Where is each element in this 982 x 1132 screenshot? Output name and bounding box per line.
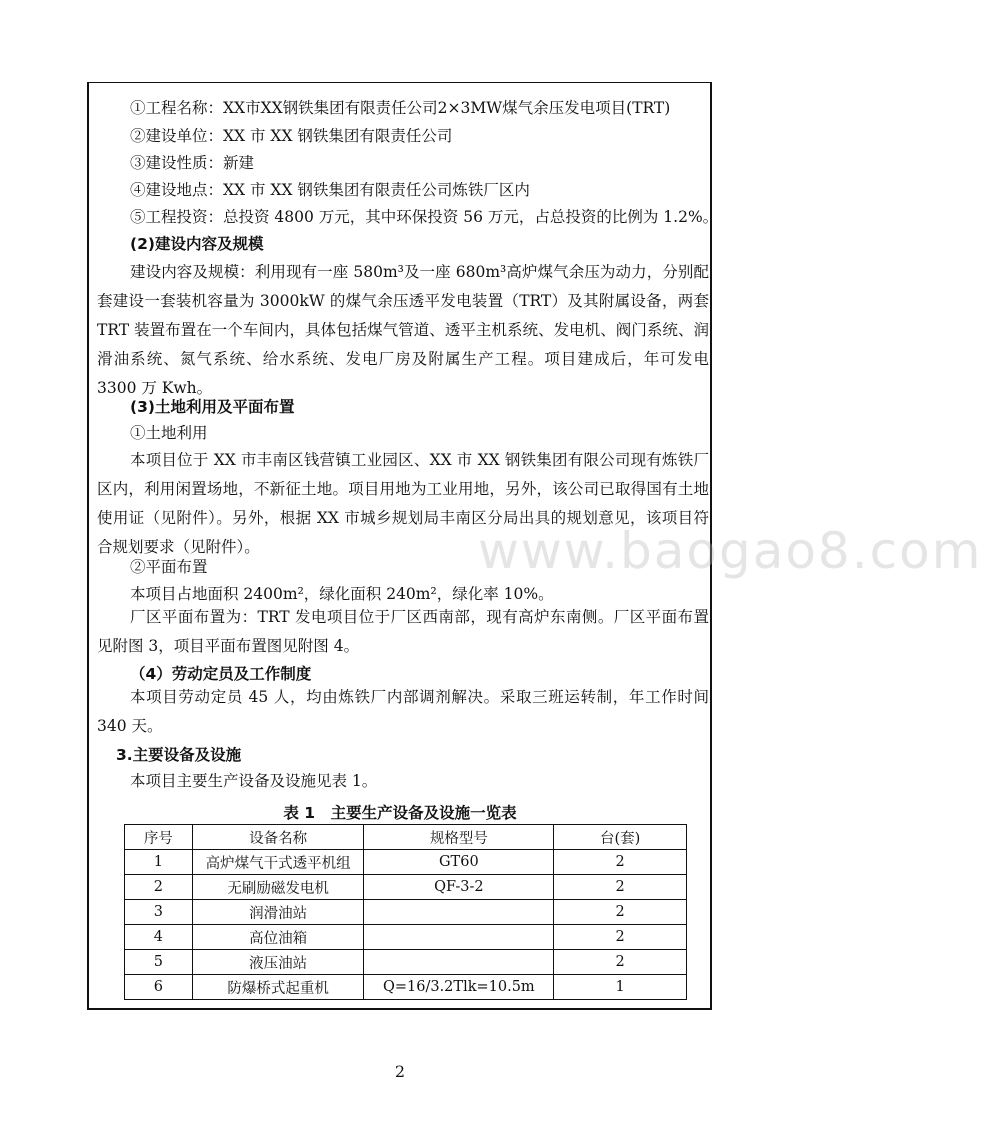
- cell-spec-model: [364, 900, 554, 925]
- cell-equipment-name: 液压油站: [192, 950, 364, 975]
- land-subheading: ①土地利用: [130, 424, 208, 442]
- equipment-table: [124, 824, 687, 1000]
- layout-area-line: 本项目占地面积 2400m²，绿化面积 240m²，绿化率 10%。: [130, 585, 554, 603]
- table-row: [125, 925, 687, 950]
- project-investment-line: ⑤工程投资：总投资 4800 万元，其中环保投资 56 万元，占总投资的比例为 1.2%。: [130, 208, 719, 226]
- page-number: 2: [394, 1062, 406, 1081]
- project-unit-line: ②建设单位：XX 市 XX 钢铁集团有限责任公司: [130, 127, 453, 145]
- cell-equipment-name: 高位油箱: [192, 925, 364, 950]
- land-heading: (3)土地利用及平面布置: [130, 398, 295, 416]
- table-row: [125, 975, 687, 1000]
- cell-equipment-name: 高炉煤气干式透平机组: [192, 850, 364, 875]
- watermark: www.baogao8.com: [478, 522, 982, 580]
- cell-quantity: 2: [554, 950, 687, 975]
- cell-spec-model: QF-3-2: [364, 875, 554, 900]
- cell-index: 6: [125, 975, 193, 1000]
- header-index: 序号: [125, 825, 193, 850]
- cell-index: 1: [125, 850, 193, 875]
- table-header-row: [125, 825, 687, 850]
- layout-subheading: ②平面布置: [130, 558, 208, 576]
- cell-index: 4: [125, 925, 193, 950]
- table-caption: 表 1 主要生产设备及设施一览表: [283, 804, 517, 822]
- cell-quantity: 2: [554, 925, 687, 950]
- land-paragraph: 本项目位于 XX 市丰南区钱营镇工业园区、XX 市 XX 钢铁集团有限公司现有炼铁厂区内，利用闲置场地，不新征土地。项目用地为工业用地，另外，该公司已取得国有土地使用证（见附件）。另外，根据 XX 市城乡规划局丰南区分局出具的规划意见，该项目符合规划要求（见附件）。: [97, 451, 709, 556]
- labor-heading: （4）劳动定员及工作制度: [130, 665, 312, 683]
- cell-spec-model: Q=16/3.2Tlk=10.5m: [364, 975, 554, 1000]
- cell-equipment-name: 无刷励磁发电机: [192, 875, 364, 900]
- content-paragraph: 建设内容及规模：利用现有一座 580m³及一座 680m³高炉煤气余压为动力，分别配套建设一套装机容量为 3000kW 的煤气余压透平发电装置（TRT）及其附属设备，两套 TRT 装置布置在一个车间内，具体包括煤气管道、透平主机系统、发电机、阀门系统、润滑油系统、氮气系统、给水系统、发电厂房及附属生产工程。项目建成后，年可发电 3300 万 Kwh。: [97, 263, 709, 397]
- header-equipment-name: 设备名称: [192, 825, 364, 850]
- cell-spec-model: GT60: [364, 850, 554, 875]
- cell-index: 2: [125, 875, 193, 900]
- cell-equipment-name: 防爆桥式起重机: [192, 975, 364, 1000]
- cell-spec-model: [364, 925, 554, 950]
- cell-spec-model: [364, 950, 554, 975]
- table-row: [125, 875, 687, 900]
- equipment-intro-line: 本项目主要生产设备及设施见表 1。: [130, 772, 378, 790]
- cell-quantity: 2: [554, 900, 687, 925]
- table-row: [125, 950, 687, 975]
- cell-equipment-name: 润滑油站: [192, 900, 364, 925]
- cell-index: 5: [125, 950, 193, 975]
- labor-paragraph: 本项目劳动定员 45 人，均由炼铁厂内部调剂解决。采取三班运转制，年工作时间 340 天。: [97, 688, 709, 735]
- header-quantity: 台(套): [554, 825, 687, 850]
- cell-quantity: 2: [554, 875, 687, 900]
- layout-paragraph: 厂区平面布置为：TRT 发电项目位于厂区西南部，现有高炉东南侧。厂区平面布置见附图 3，项目平面布置图见附图 4。: [97, 608, 709, 655]
- content-heading: (2)建设内容及规模: [130, 235, 264, 253]
- equipment-heading: 3.主要设备及设施: [116, 746, 242, 764]
- header-spec-model: 规格型号: [364, 825, 554, 850]
- project-location-line: ④建设地点：XX 市 XX 钢铁集团有限责任公司炼铁厂区内: [130, 181, 530, 199]
- table-row: [125, 850, 687, 875]
- cell-quantity: 2: [554, 850, 687, 875]
- cell-quantity: 1: [554, 975, 687, 1000]
- cell-index: 3: [125, 900, 193, 925]
- project-name-line: ①工程名称：XX市XX钢铁集团有限责任公司2×3MW煤气余压发电项目(TRT): [130, 99, 671, 117]
- project-nature-line: ③建设性质：新建: [130, 154, 255, 172]
- table-row: [125, 900, 687, 925]
